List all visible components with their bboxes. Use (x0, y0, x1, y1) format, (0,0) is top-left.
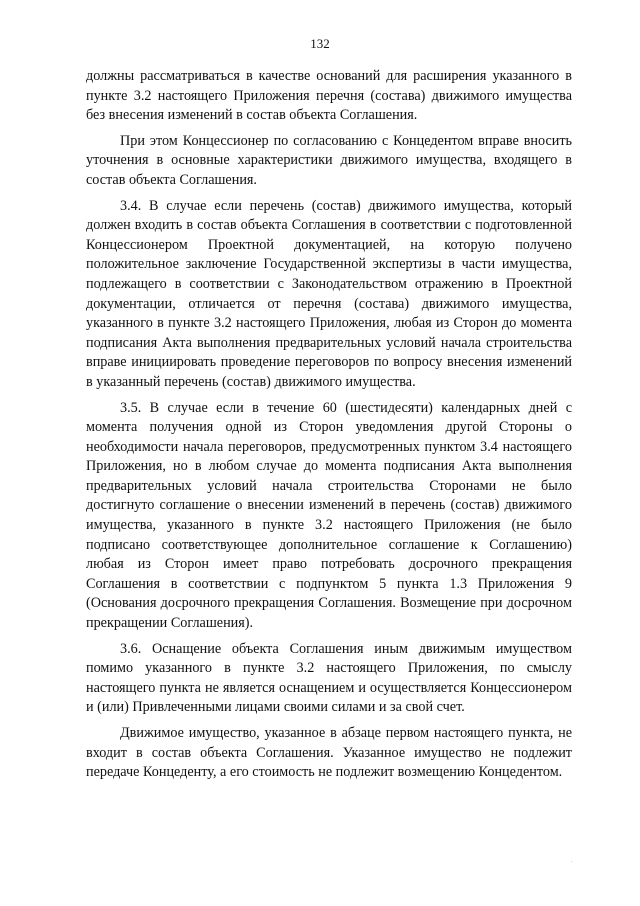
scan-speck: . (571, 858, 573, 864)
paragraph-3-6: 3.6. Оснащение объекта Соглашения иным движимым имуществом помимо указанного в пункте 3.2 настоящего Приложения, по смыслу настоящего пункта не является оснащением и осуществляется Концессионером и (или) Привлеченными лицами своими силами и за свой счет. (86, 640, 572, 716)
paragraph-movable-property: Движимое имущество, указанное в абзаце первом настоящего пункта, не входит в состав объекта Соглашения. Указанное имущество не подлежит передаче Концеденту, а его стоимость не подлежит возмещению Концедентом. (86, 725, 572, 781)
paragraph-3-4: 3.4. В случае если перечень (состав) движимого имущества, который должен входить в состав объекта Соглашения в соответствии с подготовленной Концессионером Проектной документацией, на которую получено положительное заключение Государственной экспертизы в части имущества, подлежащего в соответствии с Законодательством отражению в Проектной документации, отличается от перечня (состава) движимого имущества, указанного в пункте 3.2 настоящего Приложения, любая из Сторон до момента подписания Акта выполнения предварительных условий начала строительства вправе инициировать проведение переговоров по вопросу внесения изменений в указанный перечень (состав) движимого имущества. (86, 197, 572, 390)
paragraph-3-5: 3.5. В случае если в течение 60 (шестидесяти) календарных дней с момента получения одной из Сторон уведомления другой Стороны о необходимости начала переговоров, предусмотренных пунктом 3.4 настоящего Приложения, но в любом случае до момента подписания Акта выполнения предварительных условий начала строительства Сторонами не было достигнуто соглашение о внесении изменений в перечень (состав) движимого имущества, указанного в пункте 3.2 настоящего Приложения (не было подписано соответствующее дополнительное соглашение к Соглашению) любая из Сторон имеет право потребовать досрочного прекращения Соглашения в соответствии с подпунктом 5 пункта 1.3 Приложения 9 (Основания досрочного прекращения Соглашения. Возмещение при досрочном прекращении Соглашения). (86, 399, 572, 632)
page-number: 132 (310, 36, 330, 51)
paragraph-clarifications: При этом Концессионер по согласованию с Концедентом вправе вносить уточнения в основные характеристики движимого имущества, входящего в состав объекта Соглашения. (86, 132, 572, 188)
paragraph-continuation: должны рассматриваться в качестве оснований для расширения указанного в пункте 3.2 настоящего Приложения перечня (состава) движимого имущества без внесения изменений в состав объекта Соглашения. (86, 68, 572, 124)
document-body (86, 67, 572, 783)
